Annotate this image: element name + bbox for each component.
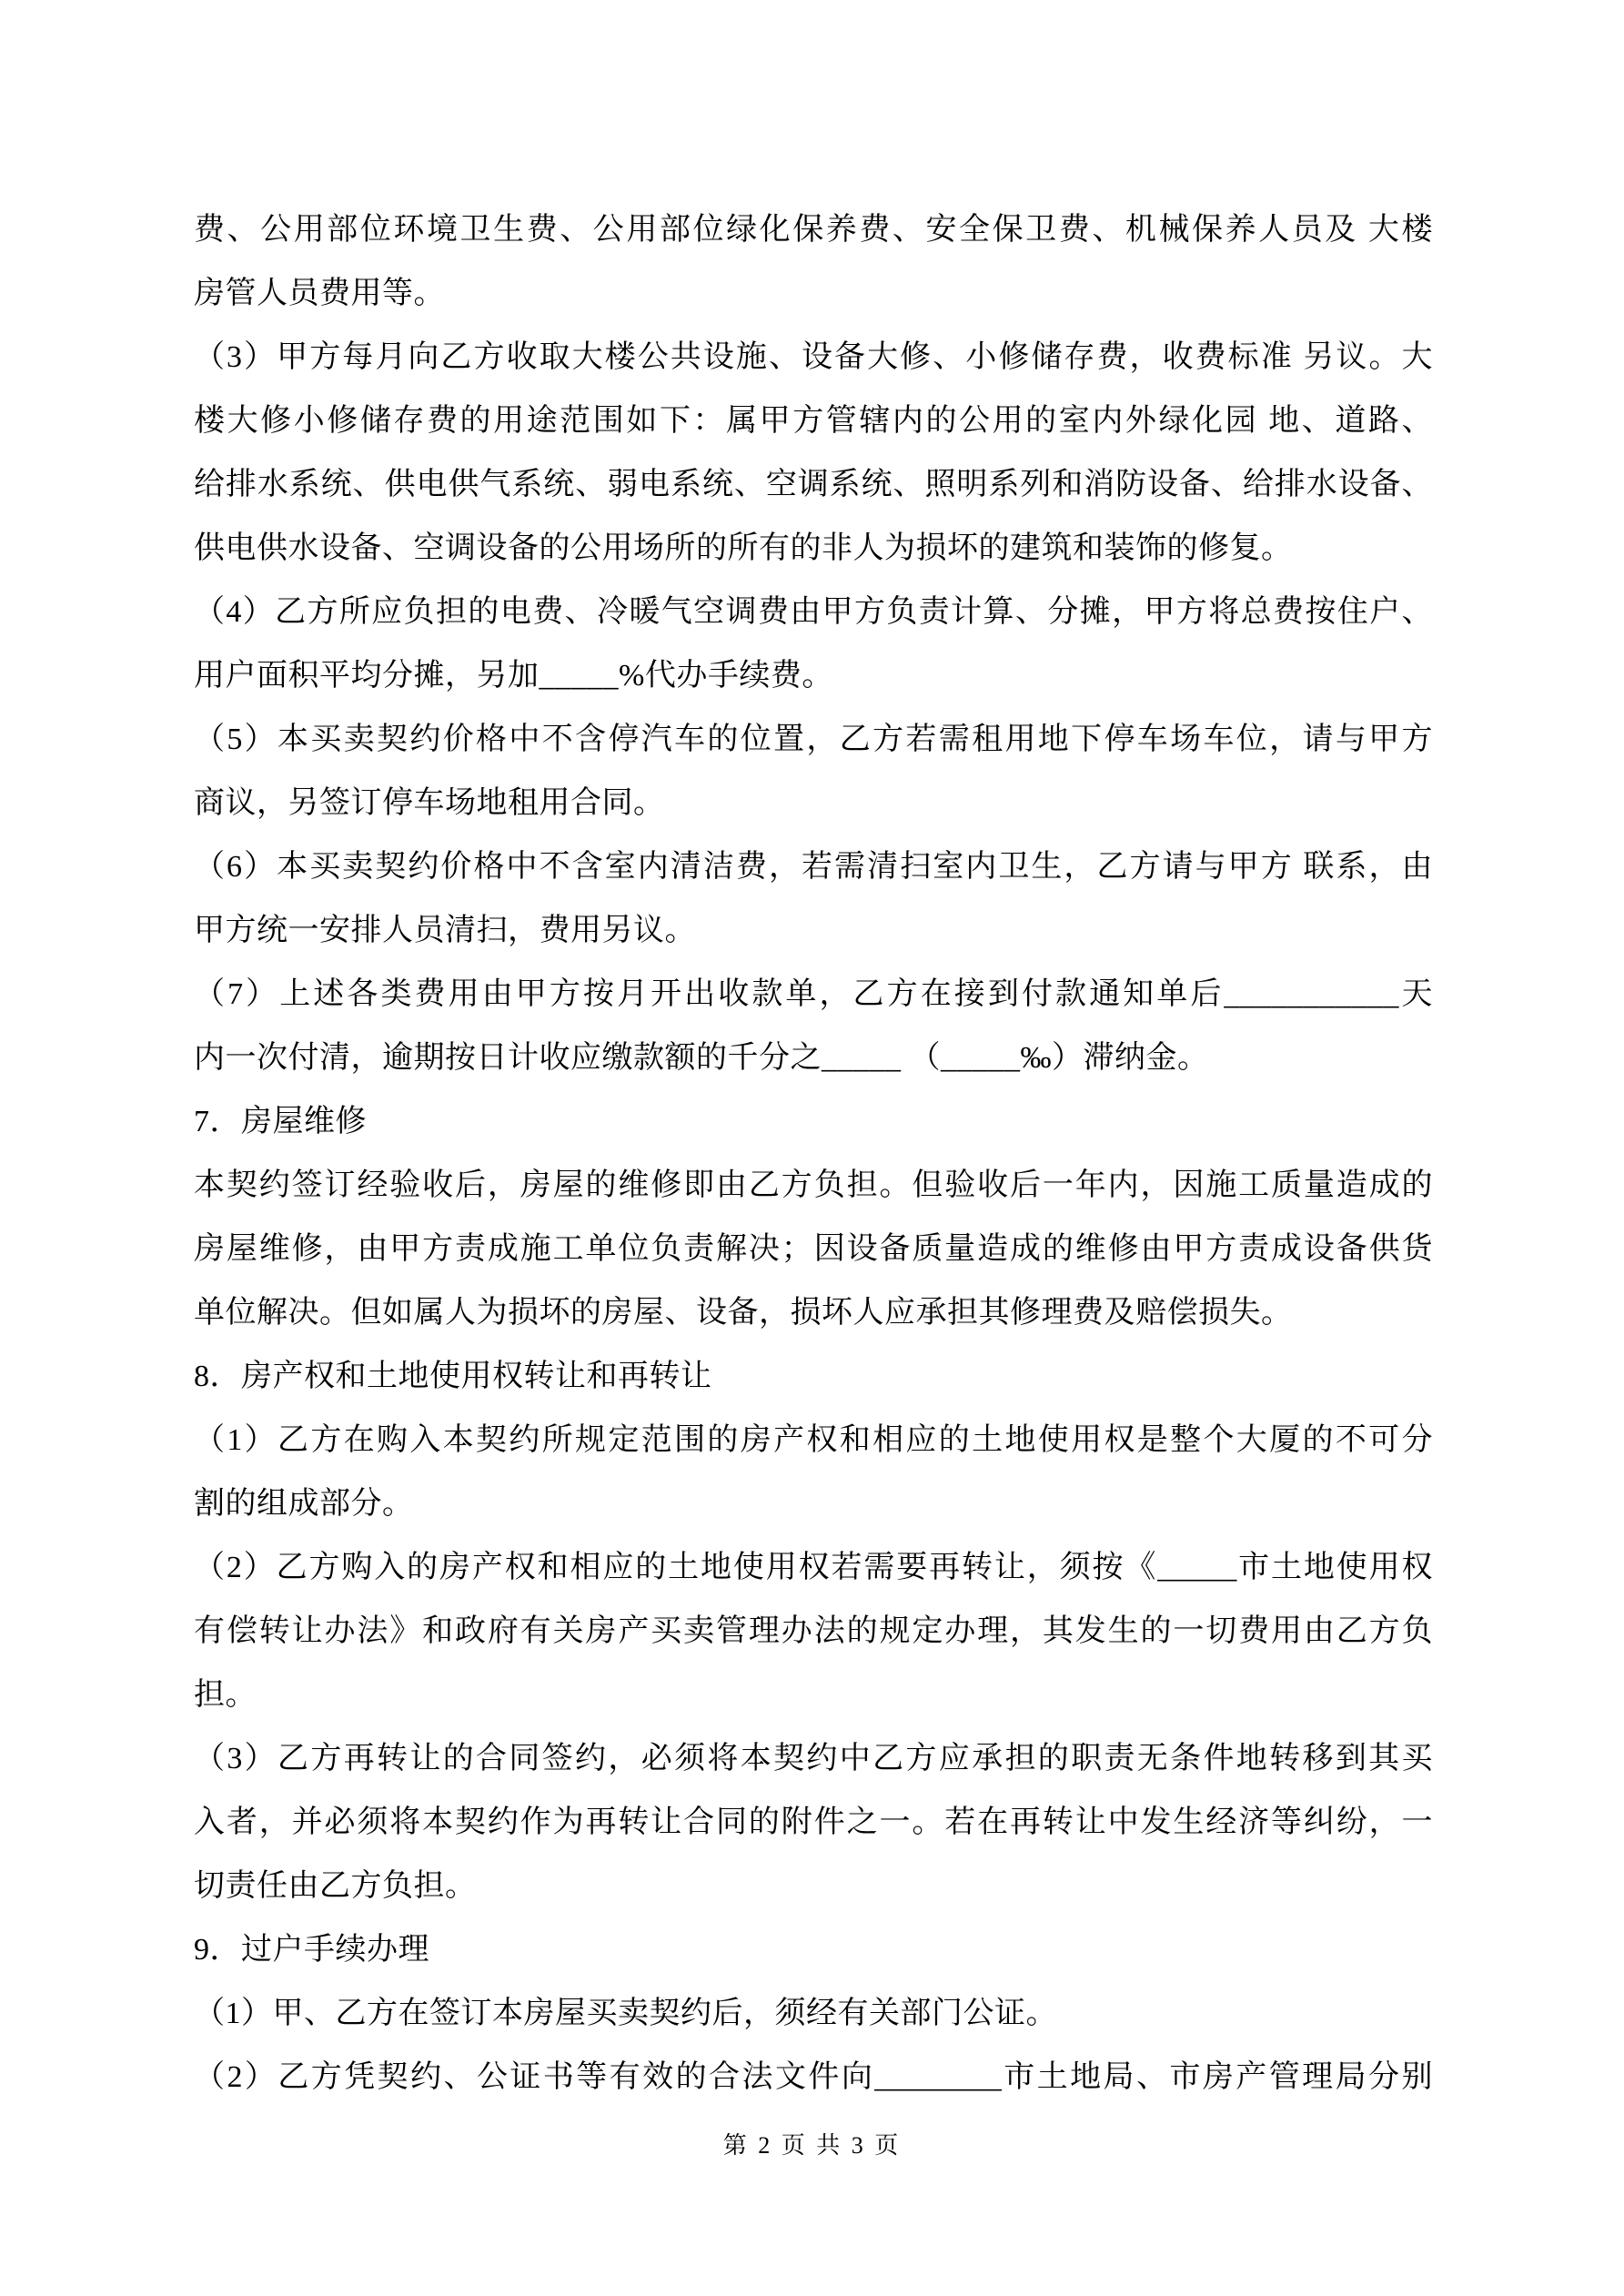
text-line: 内一次付清，逾期按日计收应缴款额的千分之_____ （_____‰）滞纳金。: [194, 1041, 1209, 1075]
section-heading: 9．过户手续办理: [194, 1933, 429, 1967]
text-line: （1）乙方在购入本契约所规定范围的房产权和相应的土地使用权是整个大厦的不可分: [194, 1423, 1433, 1457]
text-line: 房屋维修，由甲方责成施工单位负责解决；因设备质量造成的维修由甲方责成设备供货: [194, 1232, 1433, 1266]
text-line: 用户面积平均分摊，另加_____%代办手续费。: [194, 659, 833, 693]
page-footer: 第 2 页 共 3 页: [722, 2132, 902, 2159]
section-heading: 8．房产权和土地使用权转让和再转让: [194, 1360, 712, 1393]
section-heading: 7．房屋维修: [194, 1105, 367, 1138]
text-line: 甲方统一安排人员清扫，费用另议。: [194, 914, 696, 947]
text-line: （7）上述各类费用由甲方按月开出收款单，乙方在接到付款通知单后___________天: [194, 977, 1433, 1011]
text-line: 商议，另签订停车场地租用合同。: [194, 786, 665, 820]
text-line: 供电供水设备、空调设备的公用场所的所有的非人为损坏的建筑和装饰的修复。: [194, 531, 1293, 565]
text-line: 房管人员费用等。: [194, 277, 445, 310]
contract-body-text: [194, 198, 1433, 2109]
text-line: 入者，并必须将本契约作为再转让合同的附件之一。若在再转让中发生经济等纠纷，一: [194, 1805, 1433, 1839]
text-line: （2）乙方购入的房产权和相应的土地使用权若需要再转让，须按《_____市土地使用权: [194, 1551, 1433, 1584]
text-line: 费、公用部位环境卫生费、公用部位绿化保养费、安全保卫费、机械保养人员及 大楼: [194, 213, 1433, 247]
text-line: 割的组成部分。: [194, 1487, 414, 1521]
text-line: 本契约签订经验收后，房屋的维修即由乙方负担。但验收后一年内，因施工质量造成的: [194, 1168, 1433, 1202]
text-line: 单位解决。但如属人为损坏的房屋、设备，损坏人应承担其修理费及赔偿损失。: [194, 1296, 1293, 1330]
text-line: （3）甲方每月向乙方收取大楼公共设施、设备大修、小修储存费，收费标准 另议。大: [194, 340, 1433, 374]
text-line: （6）本买卖契约价格中不含室内清洁费，若需清扫室内卫生，乙方请与甲方 联系，由: [194, 850, 1433, 884]
text-line: （4）乙方所应负担的电费、冷暖气空调费由甲方负责计算、分摊，甲方将总费按住户、: [194, 595, 1433, 629]
text-line: （3）乙方再转让的合同签约，必须将本契约中乙方应承担的职责无条件地转移到其买: [194, 1742, 1433, 1775]
text-line: 给排水系统、供电供气系统、弱电系统、空调系统、照明系列和消防设备、给排水设备、: [194, 468, 1433, 501]
text-line: 楼大修小修储存费的用途范围如下：属甲方管辖内的公用的室内外绿化园 地、道路、: [194, 404, 1433, 438]
text-line: （5）本买卖契约价格中不含停汽车的位置，乙方若需租用地下停车场车位，请与甲方: [194, 723, 1433, 756]
text-line: 切责任由乙方负担。: [194, 1869, 477, 1903]
text-line: 有偿转让办法》和政府有关房产买卖管理办法的规定办理，其发生的一切费用由乙方负: [194, 1614, 1433, 1648]
text-line: 担。: [194, 1678, 257, 1712]
text-line: （1）甲、乙方在签订本房屋买卖契约后，须经有关部门公证。: [194, 1997, 1057, 2030]
text-line: （2）乙方凭契约、公证书等有效的合法文件向________市土地局、市房产管理局分别: [194, 2060, 1433, 2094]
